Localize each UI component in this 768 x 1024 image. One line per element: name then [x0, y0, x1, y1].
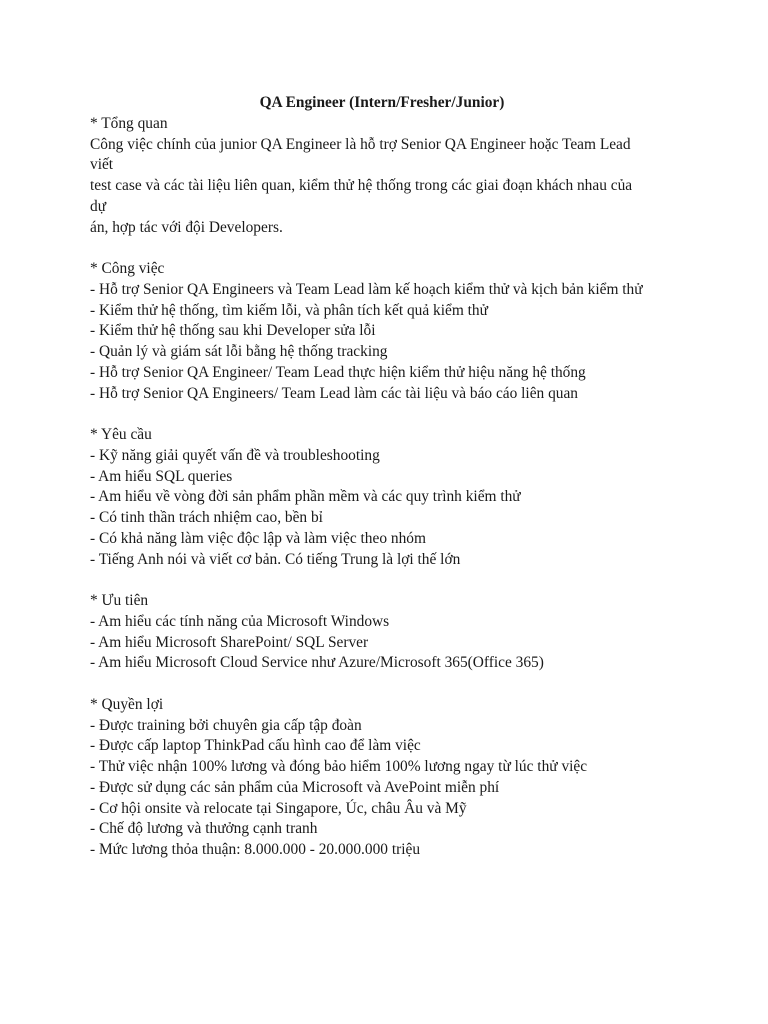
benefit-item: - Chế độ lương và thưởng cạnh tranh	[90, 820, 318, 838]
overview-line: Công việc chính của junior QA Engineer là hỗ trợ Senior QA Engineer hoặc Team Lead	[90, 135, 631, 153]
preferred-item: - Am hiểu Microsoft Cloud Service như Azure/Microsoft 365(Office 365)	[90, 654, 544, 672]
benefit-item: - Được cấp laptop ThinkPad cấu hình cao để làm việc	[90, 737, 421, 755]
section-overview	[90, 114, 680, 239]
preferred-item: - Am hiểu các tính năng của Microsoft Windows	[90, 612, 390, 630]
benefit-item: - Cơ hội onsite và relocate tại Singapore, Úc, châu Âu và Mỹ	[90, 799, 467, 817]
requirement-item: - Có tinh thần trách nhiệm cao, bền bỉ	[90, 509, 323, 526]
section-requirements	[90, 425, 680, 570]
paragraph-spacer	[90, 238, 680, 259]
requirement-item: - Am hiểu SQL queries	[90, 467, 233, 485]
benefit-item: - Được training bởi chuyên gia cấp tập đoàn	[90, 716, 362, 734]
benefit-item: - Mức lương thỏa thuận: 8.000.000 - 20.000.000 triệu	[90, 841, 421, 858]
paragraph-spacer	[90, 570, 680, 591]
duty-item: - Hỗ trợ Senior QA Engineer/ Team Lead thực hiện kiểm thử hiệu năng hệ thống	[90, 363, 586, 381]
duty-item: - Quản lý và giám sát lỗi bằng hệ thống tracking	[90, 343, 388, 360]
overview-line: án, hợp tác với đội Developers.	[90, 218, 283, 236]
document-title: QA Engineer (Intern/Fresher/Junior)	[259, 94, 505, 111]
requirement-item: - Kỹ năng giải quyết vấn đề và troubleshooting	[90, 446, 380, 464]
paragraph-spacer	[90, 404, 680, 425]
requirement-item: - Có khả năng làm việc độc lập và làm việc theo nhóm	[90, 529, 426, 547]
overview-line: test case và các tài liệu liên quan, kiểm thử hệ thống trong các giai đoạn khách nhau của	[90, 177, 633, 194]
paragraph-spacer	[90, 674, 680, 695]
section-heading-duties: * Công việc	[90, 260, 165, 277]
duty-item: - Kiểm thử hệ thống, tìm kiếm lỗi, và phân tích kết quả kiểm thử	[90, 301, 488, 319]
section-heading-overview: * Tổng quan	[90, 114, 168, 132]
requirement-item: - Am hiểu về vòng đời sản phẩm phần mềm và các quy trình kiểm thử	[90, 488, 521, 506]
duty-item: - Hỗ trợ Senior QA Engineers và Team Lead làm kế hoạch kiểm thử và kịch bản kiểm thử	[90, 280, 643, 298]
document-body	[90, 93, 680, 861]
benefit-item: - Thử việc nhận 100% lương và đóng bảo hiểm 100% lương ngay từ lúc thử việc	[90, 758, 588, 775]
section-benefits	[90, 695, 680, 861]
section-heading-requirements: * Yêu cầu	[90, 426, 152, 443]
duty-item: - Kiểm thử hệ thống sau khi Developer sửa lỗi	[90, 322, 376, 340]
section-preferred	[90, 591, 680, 674]
preferred-item: - Am hiểu Microsoft SharePoint/ SQL Server	[90, 633, 369, 651]
overview-line: viết	[90, 156, 114, 174]
overview-line: dự	[90, 197, 107, 215]
section-heading-benefits: * Quyền lợi	[90, 695, 164, 713]
benefit-item: - Được sử dụng các sản phẩm của Microsoft và AvePoint miễn phí	[90, 778, 500, 796]
section-heading-preferred: * Ưu tiên	[90, 592, 149, 609]
requirement-item: - Tiếng Anh nói và viết cơ bản. Có tiếng Trung là lợi thế lớn	[90, 550, 461, 568]
duty-item: - Hỗ trợ Senior QA Engineers/ Team Lead làm các tài liệu và báo cáo liên quan	[90, 384, 578, 402]
section-duties	[90, 259, 680, 404]
